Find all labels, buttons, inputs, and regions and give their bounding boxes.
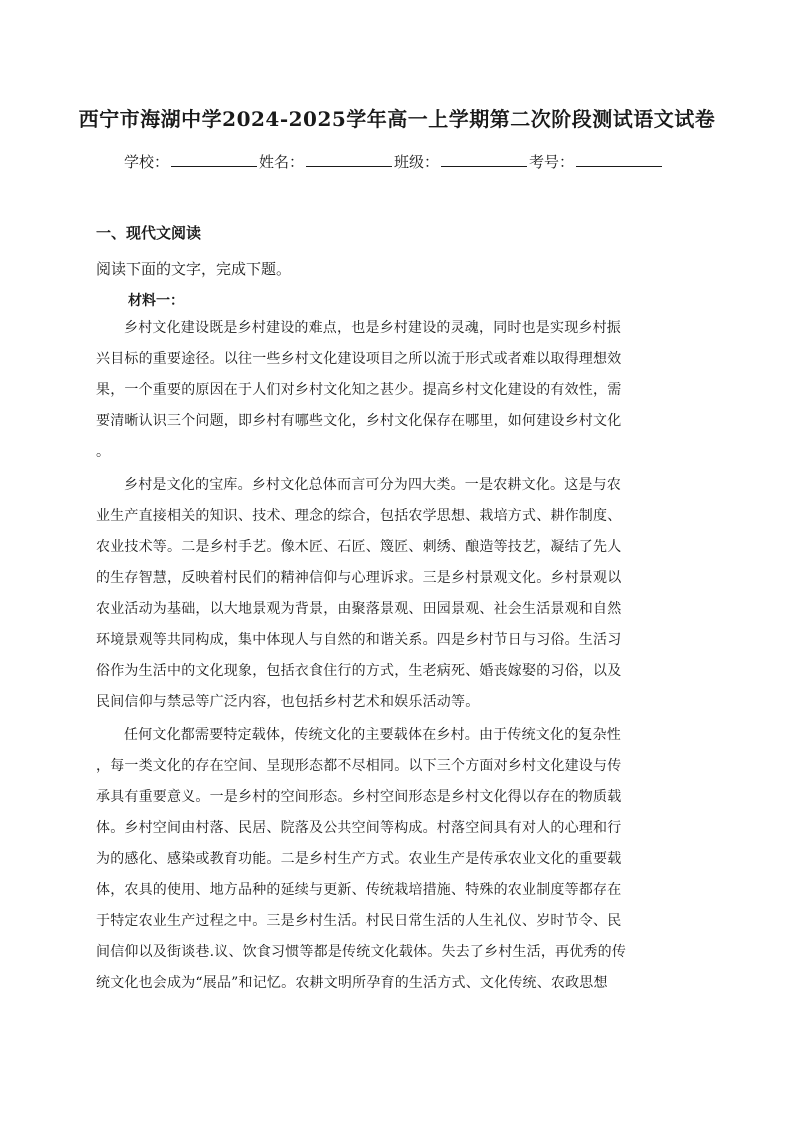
paragraph-line: 承具有重要意义。一是乡村的空间形态。乡村空间形态是乡村文化得以存在的物质载 bbox=[96, 789, 622, 805]
class-field bbox=[394, 151, 529, 172]
paragraph-line: 业生产直接相关的知识、技术、理念的综合，包括农学思想、栽培方式、耕作制度、 bbox=[96, 508, 622, 524]
paragraph-line: 的生存智慧，反映着村民们的精神信仰与心理诉求。三是乡村景观文化。乡村景观以 bbox=[96, 570, 622, 586]
paragraph-line: 统文化也会成为“展品”和记忆。农耕文明所孕育的生活方式、文化传统、农政思想 bbox=[96, 975, 608, 991]
exam-title: 西宁市海湖中学2024-2025学年高一上学期第二次阶段测试语文试卷 bbox=[78, 107, 716, 131]
paragraph-line: 要清晰认识三个问题，即乡村有哪些文化，乡村文化保存在哪里，如何建设乡村文化 bbox=[96, 413, 622, 429]
school-blank bbox=[171, 152, 257, 167]
name-field bbox=[259, 151, 394, 172]
paragraph-3 bbox=[96, 720, 696, 999]
paragraph-line: 乡村文化建设既是乡村建设的难点，也是乡村建设的灵魂，同时也是实现乡村振 bbox=[124, 320, 621, 336]
paragraph-line: 乡村是文化的宝库。乡村文化总体而言可分为四大类。一是农耕文化。这是与农 bbox=[124, 477, 621, 493]
reading-instruction: 阅读下面的文字，完成下题。 bbox=[96, 260, 292, 278]
paragraph-line: 俗作为生活中的文化现象，包括衣食住行的方式，生老病死、婚丧嫁娶的习俗，以及 bbox=[96, 663, 622, 679]
school-field bbox=[124, 151, 259, 172]
exam-number-label: 考号： bbox=[529, 153, 575, 171]
class-label: 班级： bbox=[394, 153, 440, 171]
paragraph-line: 果，一个重要的原因在于人们对乡村文化知之甚少。提高乡村文化建设的有效性，需 bbox=[96, 382, 622, 398]
paragraph-line: 为的感化、感染或教育功能。二是乡村生产方式。农业生产是传承农业文化的重要载 bbox=[96, 851, 622, 867]
paragraph-line: 农业活动为基础，以大地景观为背景，由聚落景观、田园景观、社会生活景观和自然 bbox=[96, 601, 622, 617]
paragraph-1 bbox=[96, 313, 696, 468]
paragraph-line: 。 bbox=[96, 444, 111, 460]
class-blank bbox=[441, 152, 527, 167]
paragraph-line: 民间信仰与禁忌等广泛内容，也包括乡村艺术和娱乐活动等。 bbox=[96, 694, 480, 710]
material-label: 材料一： bbox=[128, 293, 184, 309]
paragraph-line: 任何文化都需要特定载体，传统文化的主要载体在乡村。由于传统文化的复杂性 bbox=[124, 727, 621, 743]
paragraph-line: 环境景观等共同构成，集中体现人与自然的和谐关系。四是乡村节日与习俗。生活习 bbox=[96, 632, 622, 648]
name-blank bbox=[306, 152, 392, 167]
paragraph-line: 农业技术等。二是乡村手艺。像木匠、石匠、篾匠、刺绣、酿造等技艺，凝结了先人 bbox=[96, 539, 622, 555]
paragraph-2 bbox=[96, 470, 696, 718]
paragraph-line: 兴目标的重要途径。以往一些乡村文化建设项目之所以流于形式或者难以取得理想效 bbox=[96, 351, 622, 367]
student-info-row bbox=[124, 151, 684, 172]
paragraph-line: ，每一类文化的存在空间、呈现形态都不尽相同。以下三个方面对乡村文化建设与传 bbox=[96, 758, 622, 774]
paragraph-line: 间信仰以及街谈巷.议、饮食习惯等都是传统文化载体。失去了乡村生活，再优秀的传 bbox=[96, 944, 627, 960]
paragraph-line: 体。乡村空间由村落、民居、院落及公共空间等构成。村落空间具有对人的心理和行 bbox=[96, 820, 622, 836]
school-label: 学校： bbox=[124, 153, 170, 171]
paragraph-line: 体，农具的使用、地方品种的延续与更新、传统栽培措施、特殊的农业制度等都存在 bbox=[96, 882, 622, 898]
exam-number-blank bbox=[576, 152, 662, 167]
paragraph-line: 于特定农业生产过程之中。三是乡村生活。村民日常生活的人生礼仪、岁时节令、民 bbox=[96, 913, 622, 929]
exam-number-field bbox=[529, 151, 664, 172]
name-label: 姓名： bbox=[259, 153, 305, 171]
section-heading: 一、现代文阅读 bbox=[96, 224, 202, 242]
